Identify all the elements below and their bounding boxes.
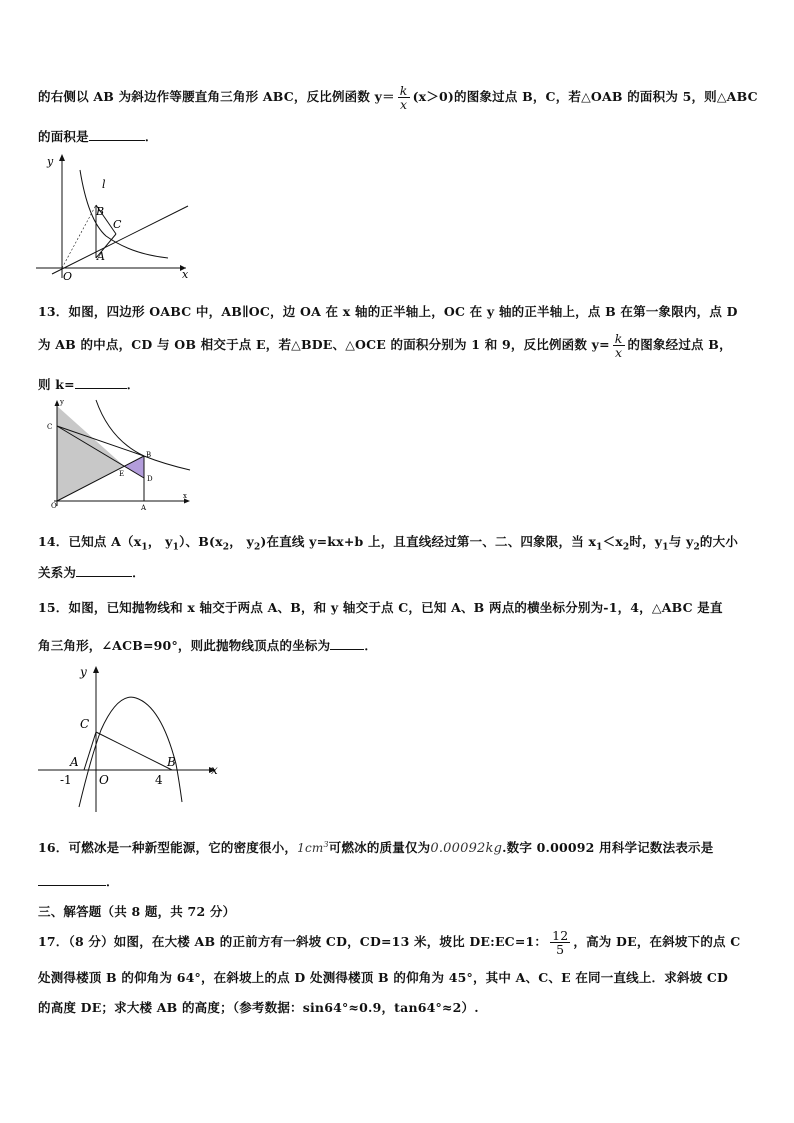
label-A: A <box>97 250 105 263</box>
q12-fraction: $\frac{k}{x}$ <box>399 83 408 112</box>
answer-blank <box>89 128 145 141</box>
label-l: l <box>102 178 106 191</box>
q13-fraction: $\frac{k}{x}$ <box>614 331 623 360</box>
label-neg1: -1 <box>60 773 72 787</box>
mass-value: 0.00092kg <box>430 841 503 856</box>
label-E: E <box>119 470 125 478</box>
q17-line2: 处测得楼顶 B 的仰角为 64°，在斜坡上的点 D 处测得楼顶 B 的仰角为 45°，其中 A、C、E 在同一直线上．求斜坡 CD <box>38 970 729 985</box>
label-B: B <box>167 755 176 769</box>
section-heading: 三、解答题（共 8 题，共 72 分） <box>38 904 236 919</box>
q14-line1: 14．已知点 $A(x_1$， $y_1$）、$B(x_2$， $y_2$)在直线 y=kx+b 上，且直线经过第一、二、四象限，当 $x_1<x_2$时，$y_1$与 $y_2$的大小 <box>38 534 739 553</box>
label-B: B <box>146 451 152 459</box>
q13-line1: 13．如图，四边形 OABC 中，AB∥OC，边 OA 在 x 轴的正半轴上，OC 在 y 轴的正半轴上，点 B 在第一象限内，点 D <box>38 304 738 319</box>
label-y: y <box>60 398 64 406</box>
q13-figure <box>40 398 195 514</box>
q12-text-part2: (x＞0)的图象过点 B，C，若△OAB 的面积为 5，则△ABC <box>412 89 758 104</box>
q17-line1: 17．（8 分）如图，在大楼 AB 的正前方有一斜坡 CD，CD=13 米，坡比 DE:EC=1： $\frac{12}{5}$ ，高为 DE，在斜坡下的点 C <box>38 928 741 957</box>
label-A: A <box>141 504 147 512</box>
q17-line3: 的高度 DE；求大楼 AB 的高度；（参考数据：sin64°≈0.9，tan64°≈2）. <box>38 1000 479 1015</box>
label-y: y <box>47 155 54 168</box>
hyperbola-curve <box>80 170 168 258</box>
label-D: D <box>147 475 153 483</box>
q12-line1 <box>38 84 758 111</box>
q17-fraction: $\frac{12}{5}$ <box>552 928 569 957</box>
q13-line3: 则 k= ． <box>38 377 140 392</box>
q15-line2: 角三角形，∠ACB=90°，则此抛物线顶点的坐标为 ． <box>38 638 378 653</box>
q14-line2: 关系为 ． <box>38 565 145 580</box>
y-axis-arrow <box>55 400 60 406</box>
label-C: C <box>113 218 122 231</box>
unit-cm3: $1cm^3$ <box>297 840 329 855</box>
label-O: O <box>63 270 73 280</box>
answer-blank <box>75 376 127 389</box>
answer-blank <box>76 564 132 577</box>
q16-line2: ． <box>38 872 119 890</box>
q15-line1: 15．如图，已知抛物线和 x 轴交于两点 A、B，和 y 轴交于点 C，已知 A、B 两点的横坐标分别为-1，4，△ABC 是直 <box>38 600 723 615</box>
label-O: O <box>99 773 109 787</box>
label-y: y <box>80 665 87 679</box>
dashed-OB <box>62 205 96 268</box>
q15-figure <box>36 662 221 814</box>
label-x: x <box>182 268 189 280</box>
y-axis-arrow <box>59 154 65 161</box>
q16-line1: 16．可燃冰是一种新型能源，它的密度很小，$1cm^3$可燃冰的质量仅为0.00092kg.数字 0.00092 用科学记数法表示是 <box>38 840 714 856</box>
q12-line2: 的面积是 ． <box>38 129 158 144</box>
y-axis-arrow <box>93 666 99 673</box>
label-x: x <box>211 763 218 777</box>
answer-blank <box>330 637 364 650</box>
label-A: A <box>70 755 79 769</box>
label-O: O <box>51 502 57 510</box>
q12-figure <box>36 150 196 280</box>
label-C: C <box>47 423 53 431</box>
line-l <box>52 206 188 274</box>
label-B: B <box>96 205 105 218</box>
label-x: x <box>183 492 187 500</box>
q12-text-part1: 的右侧以 AB 为斜边作等腰直角三角形 ABC，反比例函数 y＝ <box>38 89 395 104</box>
label-C: C <box>80 717 90 731</box>
q13-line2: 为 AB 的中点，CD 与 OB 相交于点 E，若△BDE、△OCE 的面积分别为 1 和 9，反比例函数 y= $\frac{k}{x}$ 的图象经过点 B， <box>38 331 732 360</box>
parabola-curve <box>79 697 182 807</box>
shaded-triangle-BDE <box>124 456 144 478</box>
shaded-triangle-OCE <box>57 406 124 501</box>
answer-blank <box>38 873 106 886</box>
segment-CB <box>96 732 172 770</box>
label-4: 4 <box>155 773 163 787</box>
